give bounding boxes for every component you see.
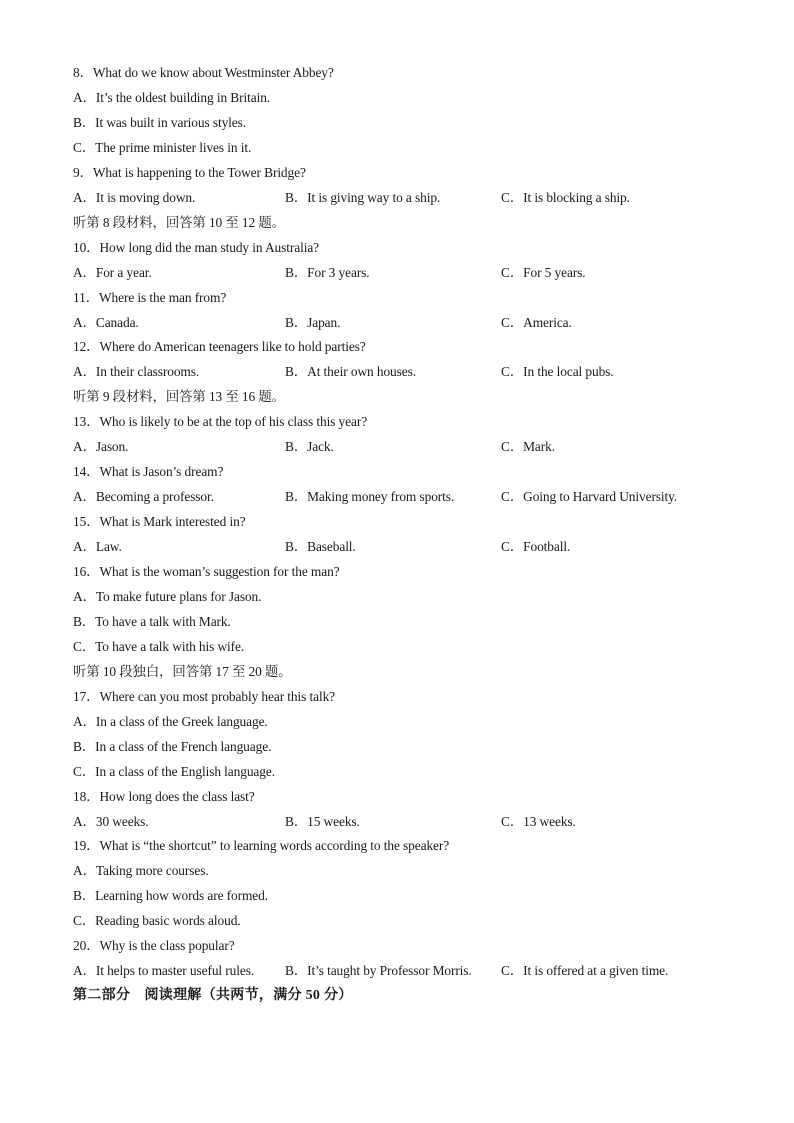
answer-option: A．It’s the oldest building in Britain. bbox=[73, 90, 271, 105]
section-instruction: 听第 10 段独白，回答第 17 至 20 题。 bbox=[73, 664, 292, 679]
question-text: 17．Where can you most probably hear this talk? bbox=[73, 689, 336, 704]
question-text: 10．How long did the man study in Australia? bbox=[73, 240, 320, 255]
answer-option: A．30 weeks. bbox=[73, 814, 149, 829]
question-text: 15．What is Mark interested in? bbox=[73, 514, 246, 529]
answer-option: B．At their own houses. bbox=[285, 364, 416, 379]
part-heading: 第二部分 阅读理解（共两节，满分 50 分） bbox=[73, 988, 353, 1003]
answer-option: B．Learning how words are formed. bbox=[73, 888, 268, 903]
question-text: 13．Who is likely to be at the top of his class this year? bbox=[73, 414, 368, 429]
question-text: 12．Where do American teenagers like to hold parties? bbox=[73, 339, 366, 354]
section-instruction: 听第 8 段材料，回答第 10 至 12 题。 bbox=[73, 215, 285, 230]
answer-option: A．For a year. bbox=[73, 265, 152, 280]
answer-option: A．Taking more courses. bbox=[73, 863, 209, 878]
answer-option: A．Canada. bbox=[73, 315, 139, 330]
question-text: 16．What is the woman’s suggestion for the man? bbox=[73, 564, 340, 579]
answer-option: B．Japan. bbox=[285, 315, 341, 330]
answer-option: C．In the local pubs. bbox=[501, 364, 614, 379]
answer-option: B．It is giving way to a ship. bbox=[285, 190, 441, 205]
question-text: 11．Where is the man from? bbox=[73, 290, 227, 305]
answer-option: C．To have a talk with his wife. bbox=[73, 639, 245, 654]
answer-option: C．It is blocking a ship. bbox=[501, 190, 630, 205]
question-text: 19．What is “the shortcut” to learning words according to the speaker? bbox=[73, 838, 450, 853]
answer-option: C．For 5 years. bbox=[501, 265, 586, 280]
answer-option: C．Reading basic words aloud. bbox=[73, 913, 241, 928]
answer-option: A．To make future plans for Jason. bbox=[73, 589, 262, 604]
answer-option: A．In their classrooms. bbox=[73, 364, 200, 379]
answer-option: C．It is offered at a given time. bbox=[501, 963, 669, 978]
question-text: 14．What is Jason’s dream? bbox=[73, 464, 224, 479]
answer-option: C．The prime minister lives in it. bbox=[73, 140, 252, 155]
question-text: 18．How long does the class last? bbox=[73, 789, 255, 804]
answer-option: B．Baseball. bbox=[285, 539, 356, 554]
answer-option: C．In a class of the English language. bbox=[73, 764, 275, 779]
section-instruction: 听第 9 段材料，回答第 13 至 16 题。 bbox=[73, 389, 285, 404]
answer-option: B．It was built in various styles. bbox=[73, 115, 247, 130]
answer-option: B．Jack. bbox=[285, 439, 334, 454]
answer-option: A．It helps to master useful rules. bbox=[73, 963, 255, 978]
answer-option: A．Law. bbox=[73, 539, 122, 554]
answer-option: C．Going to Harvard University. bbox=[501, 489, 678, 504]
answer-option: A．In a class of the Greek language. bbox=[73, 714, 268, 729]
answer-option: B．For 3 years. bbox=[285, 265, 370, 280]
answer-option: B．It’s taught by Professor Morris. bbox=[285, 963, 472, 978]
answer-option: B．15 weeks. bbox=[285, 814, 360, 829]
answer-option: A．It is moving down. bbox=[73, 190, 196, 205]
question-text: 8．What do we know about Westminster Abbey? bbox=[73, 65, 334, 80]
answer-option: B．Making money from sports. bbox=[285, 489, 455, 504]
question-text: 20．Why is the class popular? bbox=[73, 938, 235, 953]
answer-option: A．Jason. bbox=[73, 439, 129, 454]
answer-option: C．Mark. bbox=[501, 439, 555, 454]
answer-option: C．13 weeks. bbox=[501, 814, 576, 829]
answer-option: C．America. bbox=[501, 315, 572, 330]
answer-option: B．In a class of the French language. bbox=[73, 739, 272, 754]
answer-option: A．Becoming a professor. bbox=[73, 489, 214, 504]
answer-option: B．To have a talk with Mark. bbox=[73, 614, 231, 629]
answer-option: C．Football. bbox=[501, 539, 571, 554]
question-text: 9．What is happening to the Tower Bridge? bbox=[73, 165, 306, 180]
